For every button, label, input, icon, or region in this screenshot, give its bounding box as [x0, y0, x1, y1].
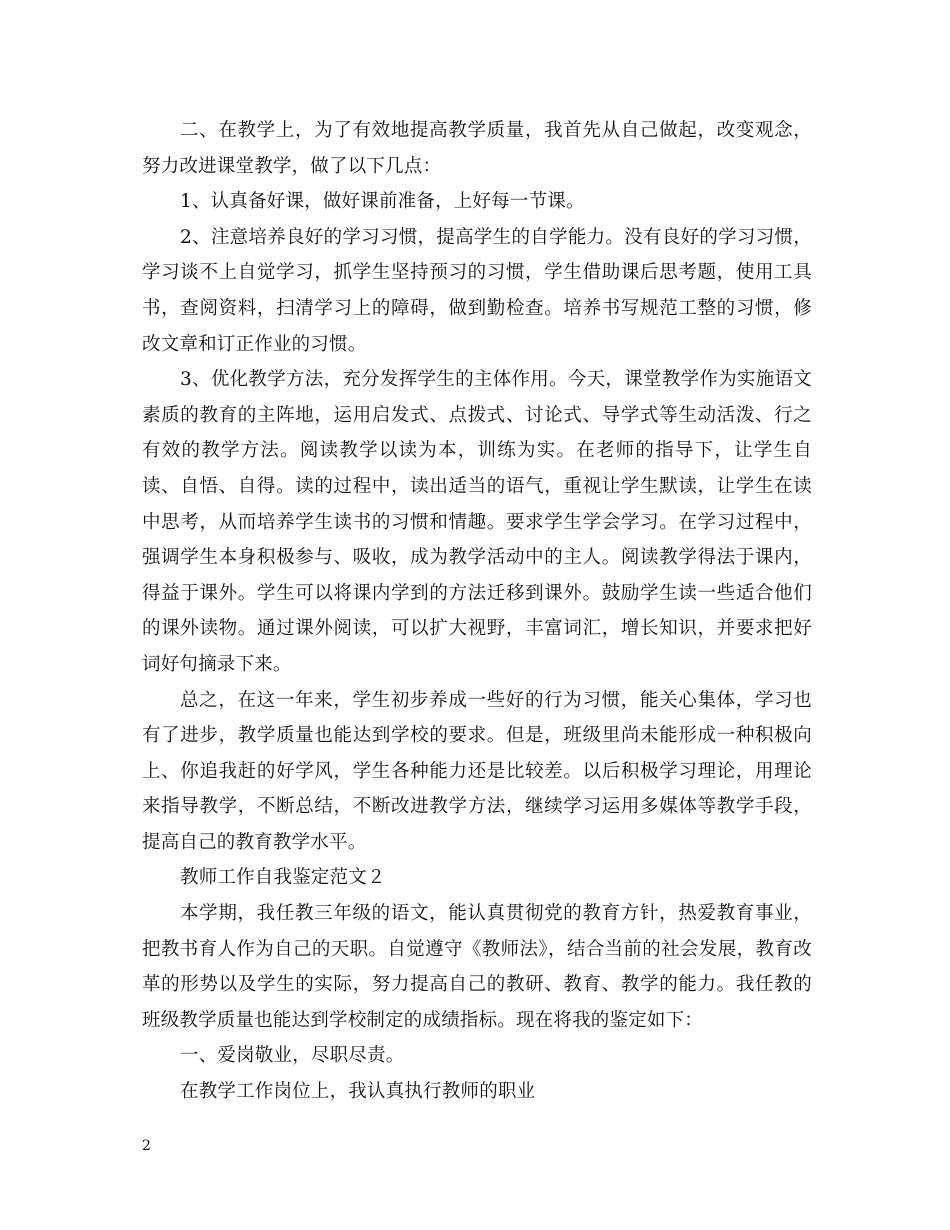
section-heading-sample-2: 教师工作自我鉴定范文２: [180, 867, 386, 889]
paragraph-point-3: 3、优化教学方法，充分发挥学生的主体作用。今天，课堂教学作为实施语文素质的教育的主阵地，运用启发式、点拨式、讨论式、导学式等生动活泼、行之有效的教学方法。阅读教学以读为本，训练为实。在老师的指导下，让学生自读、自悟、自得。读的过程中，读出适当的语气，重视让学生默读，让学生在读中思考，从而培养学生读书的习惯和情趣。要求学生学会学习。在学习过程中，强调学生本身积极参与、吸收，成为教学活动中的主人。阅读教学得法于课内，得益于课外。学生可以将课内学到的方法迁移到课外。鼓励学生读一些适合他们的课外读物。通过课外阅读，可以扩大视野，丰富词汇，增长知识，并要求把好词好句摘录下来。: [142, 369, 812, 675]
paragraph-teaching-improvement: 二、在教学上，为了有效地提高教学质量，我首先从自己做起，改变观念，努力改进课堂教学，做了以下几点：: [142, 120, 812, 177]
paragraph-point-2: 2、注意培养良好的学习习惯，提高学生的自学能力。没有良好的学习习惯，学习谈不上自觉学习，抓学生坚持预习的习惯，学生借助课后思考题，使用工具书，查阅资料，扫清学习上的障碍，做到勤检查。培养书写规范工整的习惯，修改文章和订正作业的习惯。: [142, 226, 812, 355]
document-body: [142, 113, 812, 1110]
paragraph-dedication-heading: 一、爱岗敬业，尽职尽责。: [180, 1045, 405, 1067]
paragraph-summary: 总之，在这一年来，学生初步养成一些好的行为习惯，能关心集体，学习也有了进步，教学质量也能达到学校的要求。但是，班级里尚未能形成一种积极向上、你追我赶的好学风，学生各种能力还是比较差。以后积极学习理论，用理论来指导教学，不断总结，不断改进教学方法，继续学习运用多媒体等教学手段，提高自己的教育教学水平。: [142, 689, 812, 853]
paragraph-point-1: 1、认真备好课，做好课前准备，上好每一节课。: [180, 191, 585, 213]
paragraph-semester-intro: 本学期，我任教三年级的语文，能认真贯彻党的教育方针，热爱教育事业，把教书育人作为自己的天职。自觉遵守《教师法》，结合当前的社会发展，教育改革的形势以及学生的实际，努力提高自己的教研、教育、教学的能力。我任教的班级教学质量也能达到学校制定的成绩指标。现在将我的鉴定如下：: [142, 903, 812, 1031]
page-number: 2: [142, 1138, 151, 1154]
paragraph-duty-start: 在教学工作岗位上，我认真执行教师的职业: [180, 1081, 536, 1103]
